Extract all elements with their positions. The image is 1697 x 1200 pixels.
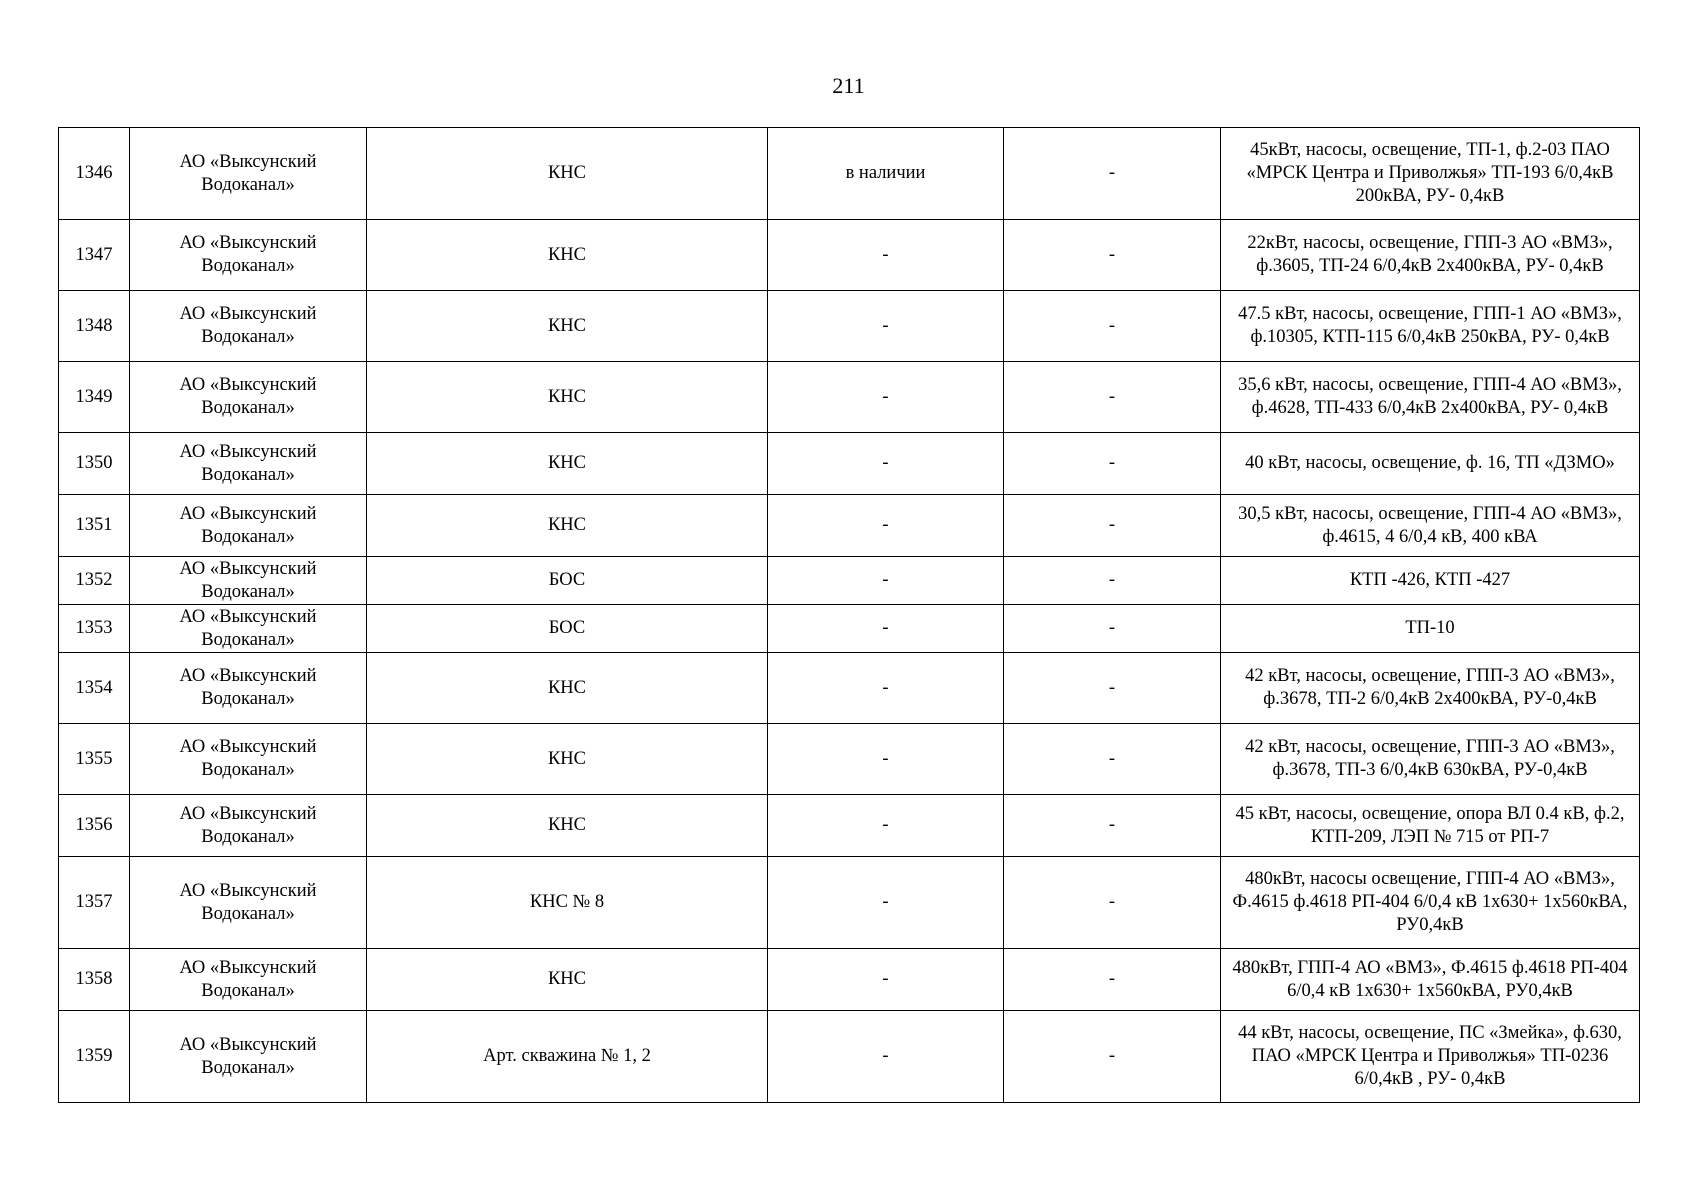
row-number: 1346 [59,128,130,220]
organization-name: АО «Выксунский Водоканал» [130,220,367,291]
table-row [59,949,1640,1011]
power-supply-details: ТП-10 [1221,605,1640,653]
column-5-value: - [1004,220,1221,291]
organization-name: АО «Выксунский Водоканал» [130,557,367,605]
table-row [59,220,1640,291]
table-row [59,724,1640,795]
row-number: 1350 [59,433,130,495]
organization-name: АО «Выксунский Водоканал» [130,857,367,949]
power-supply-details: 45 кВт, насосы, освещение, опора ВЛ 0.4 кВ, ф.2, КТП-209, ЛЭП № 715 от РП-7 [1221,795,1640,857]
availability-status: - [768,557,1004,605]
row-number: 1358 [59,949,130,1011]
row-number: 1348 [59,291,130,362]
column-5-value: - [1004,1011,1221,1103]
organization-name: АО «Выксунский Водоканал» [130,949,367,1011]
availability-status: - [768,724,1004,795]
row-number: 1355 [59,724,130,795]
data-table [58,127,1640,1103]
table-row [59,362,1640,433]
power-supply-details: КТП -426, КТП -427 [1221,557,1640,605]
object-name: КНС [367,949,768,1011]
availability-status: - [768,362,1004,433]
column-5-value: - [1004,724,1221,795]
column-5-value: - [1004,949,1221,1011]
availability-status: - [768,795,1004,857]
power-supply-details: 45кВт, насосы, освещение, ТП-1, ф.2-03 ПАО «МРСК Центра и Приволжья» ТП-193 6/0,4кВ 200кВА, РУ- 0,4кВ [1221,128,1640,220]
power-supply-details: 40 кВт, насосы, освещение, ф. 16, ТП «ДЗМО» [1221,433,1640,495]
object-name: КНС [367,433,768,495]
power-supply-details: 35,6 кВт, насосы, освещение, ГПП-4 АО «ВМЗ», ф.4628, ТП-433 6/0,4кВ 2х400кВА, РУ- 0,4кВ [1221,362,1640,433]
power-supply-details: 22кВт, насосы, освещение, ГПП-3 АО «ВМЗ», ф.3605, ТП-24 6/0,4кВ 2х400кВА, РУ- 0,4кВ [1221,220,1640,291]
power-supply-details: 30,5 кВт, насосы, освещение, ГПП-4 АО «ВМЗ», ф.4615, 4 6/0,4 кВ, 400 кВА [1221,495,1640,557]
row-number: 1353 [59,605,130,653]
object-name: БОС [367,605,768,653]
organization-name: АО «Выксунский Водоканал» [130,605,367,653]
table-row [59,1011,1640,1103]
row-number: 1347 [59,220,130,291]
object-name: КНС [367,128,768,220]
object-name: Арт. скважина № 1, 2 [367,1011,768,1103]
column-5-value: - [1004,857,1221,949]
object-name: КНС № 8 [367,857,768,949]
table-row [59,857,1640,949]
power-supply-details: 47.5 кВт, насосы, освещение, ГПП-1 АО «ВМЗ», ф.10305, КТП-115 6/0,4кВ 250кВА, РУ- 0,4кВ [1221,291,1640,362]
organization-name: АО «Выксунский Водоканал» [130,433,367,495]
organization-name: АО «Выксунский Водоканал» [130,653,367,724]
column-5-value: - [1004,291,1221,362]
column-5-value: - [1004,557,1221,605]
object-name: КНС [367,220,768,291]
organization-name: АО «Выксунский Водоканал» [130,128,367,220]
row-number: 1356 [59,795,130,857]
table-row [59,795,1640,857]
row-number: 1359 [59,1011,130,1103]
availability-status: - [768,605,1004,653]
organization-name: АО «Выксунский Водоканал» [130,1011,367,1103]
object-name: КНС [367,653,768,724]
organization-name: АО «Выксунский Водоканал» [130,291,367,362]
object-name: КНС [367,495,768,557]
row-number: 1351 [59,495,130,557]
column-5-value: - [1004,128,1221,220]
column-5-value: - [1004,433,1221,495]
availability-status: - [768,949,1004,1011]
availability-status: - [768,857,1004,949]
object-name: КНС [367,724,768,795]
power-supply-details: 42 кВт, насосы, освещение, ГПП-3 АО «ВМЗ», ф.3678, ТП-3 6/0,4кВ 630кВА, РУ-0,4кВ [1221,724,1640,795]
availability-status: - [768,495,1004,557]
availability-status: - [768,653,1004,724]
power-supply-details: 44 кВт, насосы, освещение, ПС «Змейка», ф.630, ПАО «МРСК Центра и Приволжья» ТП-0236 6/0,4кВ , РУ- 0,4кВ [1221,1011,1640,1103]
organization-name: АО «Выксунский Водоканал» [130,795,367,857]
table-row [59,128,1640,220]
organization-name: АО «Выксунский Водоканал» [130,495,367,557]
column-5-value: - [1004,795,1221,857]
column-5-value: - [1004,605,1221,653]
table-row [59,605,1640,653]
table-row [59,433,1640,495]
table-row [59,291,1640,362]
table-row [59,557,1640,605]
row-number: 1349 [59,362,130,433]
availability-status: - [768,220,1004,291]
table-row [59,495,1640,557]
organization-name: АО «Выксунский Водоканал» [130,362,367,433]
row-number: 1357 [59,857,130,949]
object-name: КНС [367,362,768,433]
column-5-value: - [1004,653,1221,724]
column-5-value: - [1004,495,1221,557]
object-name: КНС [367,291,768,362]
availability-status: - [768,291,1004,362]
availability-status: - [768,433,1004,495]
table-row [59,653,1640,724]
object-name: БОС [367,557,768,605]
row-number: 1352 [59,557,130,605]
power-supply-details: 42 кВт, насосы, освещение, ГПП-3 АО «ВМЗ», ф.3678, ТП-2 6/0,4кВ 2х400кВА, РУ-0,4кВ [1221,653,1640,724]
availability-status: в наличии [768,128,1004,220]
row-number: 1354 [59,653,130,724]
organization-name: АО «Выксунский Водоканал» [130,724,367,795]
availability-status: - [768,1011,1004,1103]
object-name: КНС [367,795,768,857]
power-supply-details: 480кВт, ГПП-4 АО «ВМЗ», Ф.4615 ф.4618 РП-404 6/0,4 кВ 1х630+ 1х560кВА, РУ0,4кВ [1221,949,1640,1011]
page-number: 211 [832,73,865,98]
power-supply-details: 480кВт, насосы освещение, ГПП-4 АО «ВМЗ», Ф.4615 ф.4618 РП-404 6/0,4 кВ 1х630+ 1х560кВА, РУ0,4кВ [1221,857,1640,949]
column-5-value: - [1004,362,1221,433]
